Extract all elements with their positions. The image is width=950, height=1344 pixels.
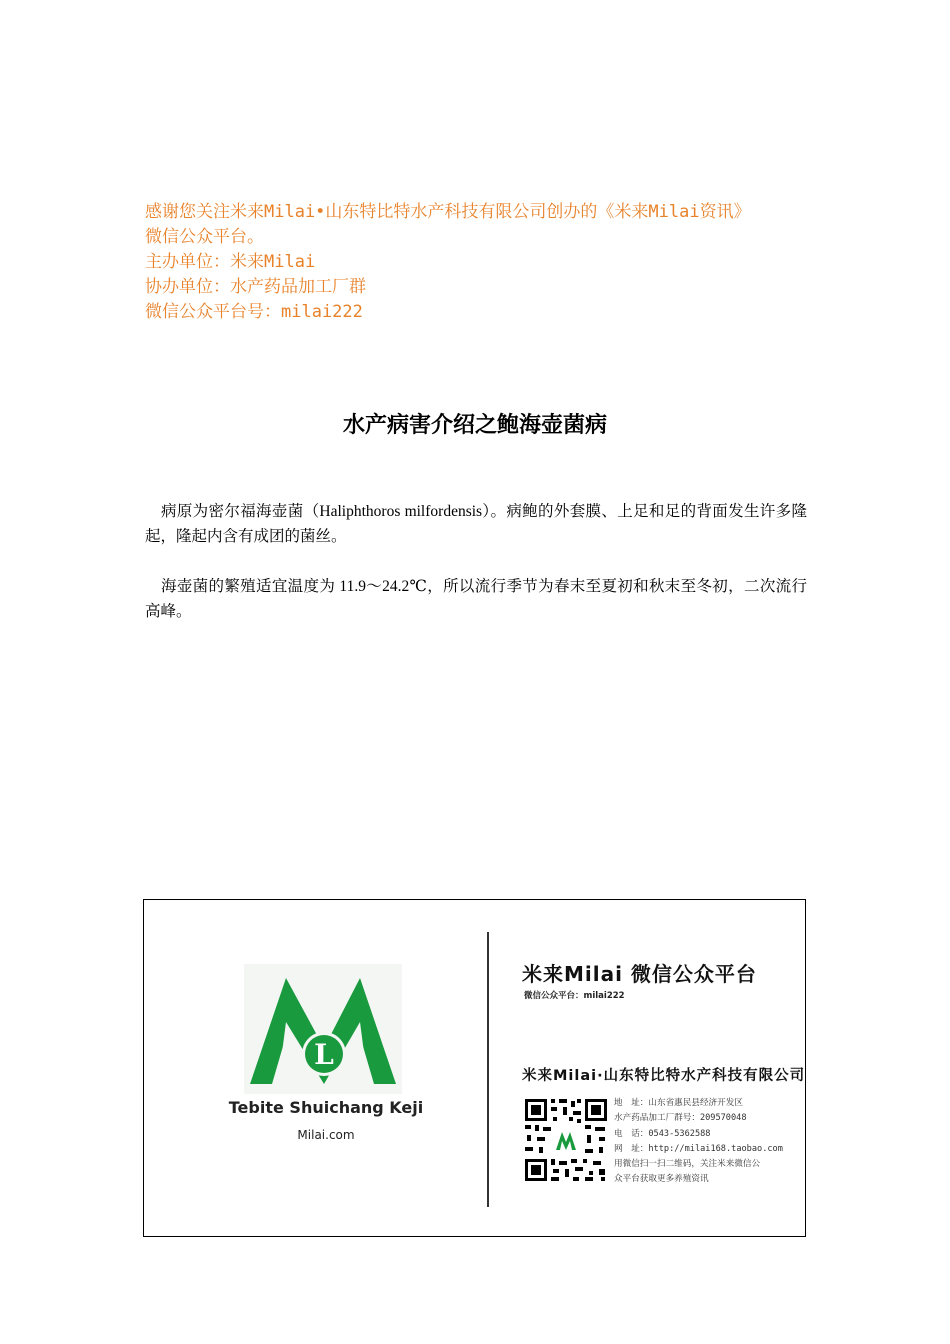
article-title: 水产病害介绍之鲍海壶菌病 xyxy=(342,412,607,438)
phone-line: 电 话：0543-5362588 xyxy=(614,1128,711,1139)
card-divider xyxy=(487,932,489,1207)
qr-instruction-line: 众平台获取更多养殖资讯 xyxy=(614,1174,709,1185)
group-number-line: 水产药品加工厂群号：209570048 xyxy=(614,1113,747,1124)
intro-line: 主办单位：米来Milai xyxy=(145,252,316,272)
brand-website: Milai.com xyxy=(297,1128,355,1142)
article-paragraph: 海壶菌的繁殖适宜温度为 11.9～24.2℃，所以流行季节为春末至夏初和秋末至冬初，二次流行高峰。 xyxy=(145,578,807,620)
qr-instruction-line: 用微信扫一扫二维码，关注米来微信公 xyxy=(614,1159,761,1170)
intro-line: 微信公众平台。 xyxy=(145,227,264,247)
intro-block xyxy=(145,200,825,325)
wechat-platform-title: 米来Milai 微信公众平台 xyxy=(522,962,757,986)
company-name: 米来Milai·山东特比特水产科技有限公司 xyxy=(522,1068,806,1084)
article-paragraph: 病原为密尔福海壶菌（Haliphthoros milfordensis）。病鲍的外套膜、上足和足的背面发生许多隆起，隆起内含有成团的菌丝。 xyxy=(145,503,807,545)
qr-code-icon xyxy=(523,1097,609,1183)
logo-letter: L xyxy=(314,1038,334,1071)
milai-logo-icon xyxy=(244,964,402,1094)
website-line: 网 址：http://milai168.taobao.com xyxy=(614,1143,783,1154)
wechat-platform-id: 微信公众平台：milai222 xyxy=(524,991,625,1001)
intro-line: 协办单位：水产药品加工厂群 xyxy=(145,277,366,297)
intro-line: 感谢您关注米来Milai•山东特比特水产科技有限公司创办的《米来Milai资讯》 xyxy=(145,202,751,222)
address-line: 地 址：山东省惠民县经济开发区 xyxy=(614,1098,743,1108)
business-card xyxy=(143,899,806,1237)
brand-english-name: Tebite Shuichang Keji xyxy=(228,1098,424,1117)
intro-line: 微信公众平台号：milai222 xyxy=(145,302,363,322)
contact-info xyxy=(614,1096,783,1188)
